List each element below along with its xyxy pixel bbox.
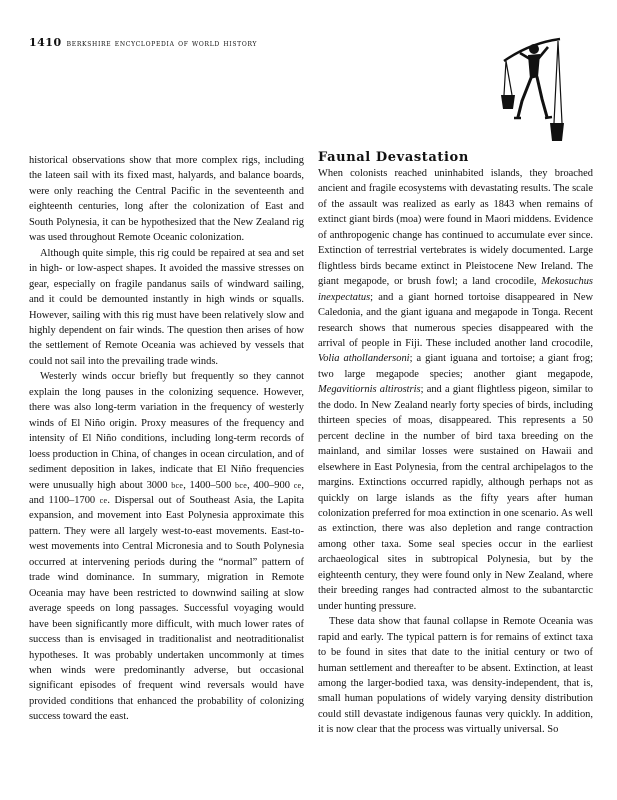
- text-run: ; and a giant flightless pigeon, similar to the dodo. In New Zealand nearly forty species of birds, including thirteen species of moas, disappeared. This represents a 50 percent decline in the number of bird taxa breeding on the mainland, and similar losses were sustained on Hawaii and elsewhere in East Polynesia, from the central archipelagos to the margins. Extinctions occurred rapidly, although perhaps not as quickly on large islands as the fifty years after human colonization preferred for moa extinction in one scenario. As well as extinction, there was also depletion and range contraction among other taxa. Some seal species occur in the earliest archaeological sites in subtropical Polynesia, but by the eighteenth century, they were found only in New Zealand, where their breeding ranges had contracted almost to the subantarctic under hunting pressure.: [318, 384, 593, 612]
- text-run: When colonists reached uninhabited islands, they broached ancient and fragile ecosystems with devastating results. The scale of the assault was realized as early as 1843 when remains of extinct giant birds (moa) were found in Maori middens. Evidence of anthropogenic change has continued to accumulate ever since. Extinction of terrestrial vertebrates is widely documented. Large flightless birds became extinct in Pleistocene New Ireland. The giant megapode, or brush fowl; a land crocodile,: [318, 168, 593, 288]
- text-run: , and 1100–1700: [29, 479, 304, 506]
- era-label: ce: [99, 495, 108, 505]
- paragraph: These data show that faunal collapse in Remote Oceania was rapid and early. The typical pattern is for remains of extinct taxa to be found in sites that date to the initial century or two of human settlement and thereafter to be absent. Extinction, at least among the larger-bodied taxa, was density-independent, that is, small human populations of widely varying density distribution could still devastate indigenous faunas very quickly. In addition, it is now clear that the process was virtually universal. So: [318, 616, 593, 736]
- era-label: ce: [293, 480, 302, 490]
- section-heading: Faunal Devastation: [318, 150, 469, 165]
- text-run: , 400–900: [247, 479, 294, 491]
- figure-carrying-baskets-icon: [500, 37, 564, 149]
- text-run: ; a giant iguana and tortoise; a giant frog; two large megapode species; another giant megapode,: [318, 353, 593, 380]
- text-run: Westerly winds occur briefly but frequently so they cannot explain the long pauses in the colonizing sequence. However, there was also long-term variation in the frequency of westerly winds of El Niño origin. Proxy measures of the frequency and intensity of El Niño conditions, including long-term records of loess production in China, of changes in ocean circulation, and of sediment deposition in lakes, indicate that El Niño frequencies were unusually high about 3000: [29, 371, 304, 491]
- species-name: Megavitiornis altirostris: [318, 384, 421, 396]
- page-number: 1410: [29, 36, 62, 49]
- species-name: Volia athollandersoni: [318, 353, 410, 365]
- paragraph: Although quite simple, this rig could be repaired at sea and set in high- or low-aspect shapes. It avoided the massive stresses on gear, especially on fragile pandanus sails of windward sailing, and it could be demounted instantly in high winds or squalls. However, sailing with this rig must have been relatively slow and highly dependent on fair winds. The question then arises of how the settlement of Remote Oceania was achieved by vessels that could not sail into the prevailing trade winds.: [29, 247, 304, 367]
- running-head: [29, 36, 257, 49]
- text-run: ; and a giant horned tortoise disappeared in New Caledonia, and the giant iguana and megapode in Tonga. Recent research shows that numerous species disappeared with the arrival of people in Fiji. These included another land crocodile,: [318, 291, 593, 349]
- text-run: , 1400–500: [183, 479, 236, 491]
- text-run: . Dispersal out of Southeast Asia, the Lapita expansion, and movement into East Polynesia approximate this pattern. They were all largely west-to-east movements. East-to-west movements into Central Micronesia and to South Polynesia occurred at intervening periods during the “normal” pattern of trade wind dominance. In summary, migration in Remote Oceania may have been restricted to downwind sailing at slow average speeds on long passages. Successful voyaging would have been significantly more difficult, with much lower rates of success than is envisaged in traditionalist and neotraditionalist hypotheses. It was probably undertaken uncommonly at times when winds were predominantly adverse, but occasional significant episodes of frequent wind reversals would have provided conditions that enhanced the probability of colonizing success toward the east.: [29, 494, 304, 723]
- left-column: [29, 153, 304, 725]
- era-label: bce: [235, 480, 248, 490]
- paragraph: [318, 166, 593, 614]
- paragraph: [29, 369, 304, 724]
- right-column: [318, 149, 593, 738]
- book-title: berkshire encyclopedia of world history: [66, 39, 258, 49]
- era-label: bce: [171, 480, 184, 490]
- species-name: Mekosuchus inexpectatus: [318, 276, 593, 303]
- paragraph: historical observations show that more complex rigs, including the lateen sail with its fixed mast, halyards, and balance boards, were only reaching the Central Pacific in the seventeenth and eighteenth centuries, long after the colonization of East and South Polynesia, it can be hypothesized that the New Zealand rig was used throughout Remote Oceanic colonization.: [29, 155, 304, 244]
